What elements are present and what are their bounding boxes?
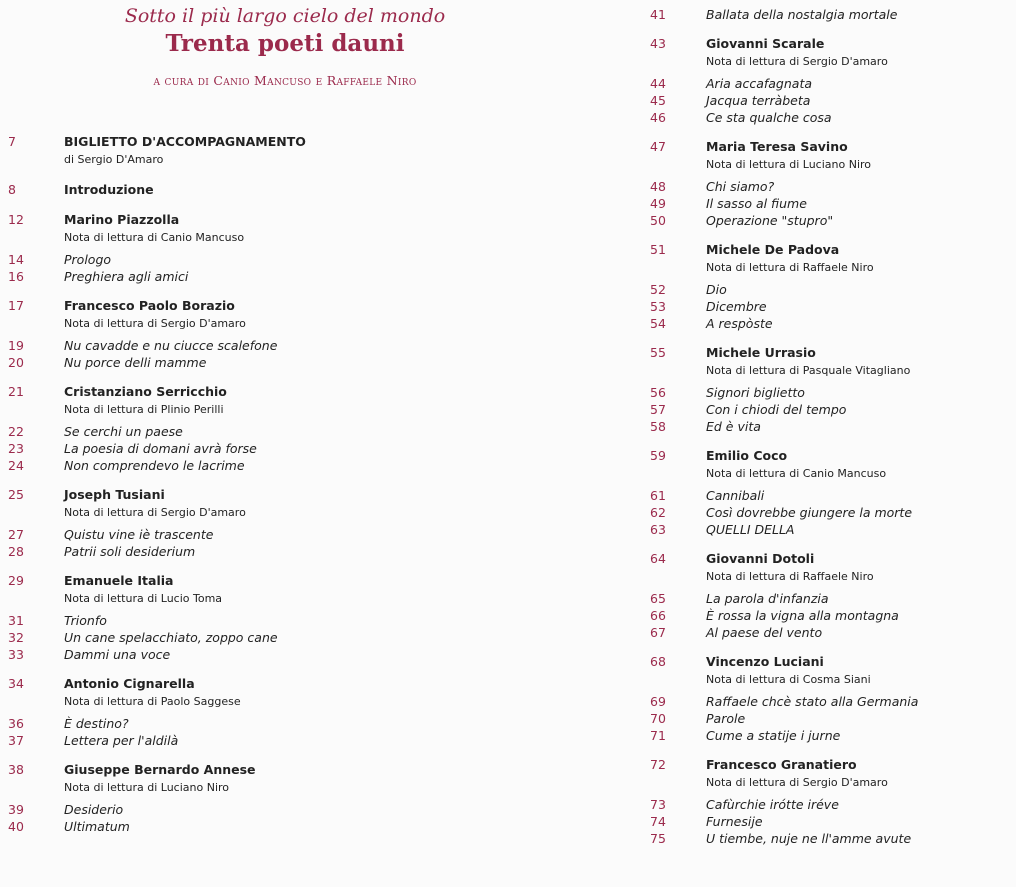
poem-line[interactable]: [0, 818, 560, 835]
poem-title: Operazione "stupro": [706, 213, 834, 228]
author-name: Emanuele Italia: [64, 573, 174, 588]
author-line[interactable]: [0, 211, 560, 229]
poem-title: Nu porce delli mamme: [64, 355, 207, 370]
page-number: 37: [8, 733, 24, 748]
page-number: 19: [8, 338, 24, 353]
reading-note-text: Nota di lettura di Canio Mancuso: [64, 231, 245, 244]
page-number: 56: [650, 385, 666, 400]
poem-title: È rossa la vigna alla montagna: [706, 608, 899, 623]
reading-note: [641, 774, 1016, 792]
author-name: Antonio Cignarella: [64, 676, 195, 691]
page-number: 50: [650, 213, 666, 228]
poem-title: Ce sta qualche cosa: [706, 110, 832, 125]
reading-note-text: Nota di lettura di Pasquale Vitagliano: [706, 364, 911, 377]
poem-line[interactable]: [641, 6, 1016, 23]
page-number: 31: [8, 613, 24, 628]
poem-title: Parole: [706, 711, 746, 726]
poem-title: Trionfo: [64, 613, 107, 628]
page-number: 70: [650, 711, 666, 726]
page-number: 48: [650, 179, 666, 194]
author-name: BIGLIETTO D'ACCOMPAGNAMENTO: [64, 134, 306, 149]
poem-title: Signori biglietto: [706, 385, 805, 400]
toc-entry: [641, 241, 1016, 332]
book-subtitle: Sotto il più largo cielo del mondo: [124, 5, 446, 27]
poem-title: U tiembe, nuje ne ll'amme avute: [706, 831, 912, 846]
poem-title: Non comprendevo le lacrime: [64, 458, 245, 473]
poem-line[interactable]: [641, 830, 1016, 847]
poem-title: A respòste: [706, 316, 773, 331]
author-name: Cristanziano Serricchio: [64, 384, 227, 399]
reading-note: [0, 401, 560, 419]
poem-title: Al paese del vento: [706, 625, 823, 640]
toc-entry: [0, 675, 560, 749]
author-line[interactable]: [641, 241, 1016, 259]
page-number: 25: [8, 487, 24, 502]
page-number: 17: [8, 298, 24, 313]
poem-line[interactable]: [641, 521, 1016, 538]
poem-line[interactable]: [641, 195, 1016, 212]
toc-entry: [641, 344, 1016, 435]
author-line[interactable]: [0, 675, 560, 693]
poem-line[interactable]: [0, 543, 560, 560]
page-number: 53: [650, 299, 666, 314]
poem-line[interactable]: [641, 796, 1016, 813]
poem-line[interactable]: [0, 646, 560, 663]
page-number: 21: [8, 384, 24, 399]
author-name: Giovanni Dotoli: [706, 551, 815, 566]
author-line[interactable]: [0, 572, 560, 590]
toc-entry: [641, 6, 1016, 23]
toc-entry: [0, 486, 560, 560]
poem-title: Raffaele chcè stato alla Germania: [706, 694, 919, 709]
reading-note: [641, 671, 1016, 689]
author-name: Francesco Paolo Borazio: [64, 298, 235, 313]
reading-note: [0, 590, 560, 608]
reading-note: [0, 229, 560, 247]
poem-line[interactable]: [641, 624, 1016, 641]
poem-line[interactable]: [0, 715, 560, 732]
reading-note: [641, 259, 1016, 277]
page-number: 57: [650, 402, 666, 417]
page-number: 68: [650, 654, 666, 669]
poem-line[interactable]: [641, 813, 1016, 830]
author-name: Emilio Coco: [706, 448, 788, 463]
page-number: 39: [8, 802, 24, 817]
poem-line[interactable]: [0, 732, 560, 749]
toc-entry: [0, 297, 560, 371]
poem-line[interactable]: [0, 526, 560, 543]
reading-note: [641, 568, 1016, 586]
page-number: 58: [650, 419, 666, 434]
poem-line[interactable]: [0, 251, 560, 268]
poem-title: Ed è vita: [706, 419, 761, 434]
page-number: 71: [650, 728, 666, 743]
page-number: 36: [8, 716, 24, 731]
page-number: 8: [8, 182, 16, 197]
page-number: 59: [650, 448, 666, 463]
toc-entry: [0, 181, 560, 199]
poem-line[interactable]: [641, 401, 1016, 418]
author-line[interactable]: [641, 653, 1016, 671]
page-number: 32: [8, 630, 24, 645]
reading-note-text: Nota di lettura di Plinio Perilli: [64, 403, 224, 416]
book-title: Trenta poeti dauni: [165, 30, 405, 57]
reading-note-text: Nota di lettura di Sergio D'amaro: [706, 776, 888, 789]
author-name: Michele Urrasio: [706, 345, 816, 360]
poem-title: Cume a statije i jurne: [706, 728, 841, 743]
poem-title: Chi siamo?: [706, 179, 775, 194]
toc-entry: [0, 133, 560, 169]
toc-entry: [0, 211, 560, 285]
page-number: 62: [650, 505, 666, 520]
poem-title: Cannibali: [706, 488, 765, 503]
reading-note-text: Nota di lettura di Paolo Saggese: [64, 695, 241, 708]
page-number: 67: [650, 625, 666, 640]
poem-title: È destino?: [64, 716, 129, 731]
reading-note-text: Nota di lettura di Raffaele Niro: [706, 570, 874, 583]
poem-title: Il sasso al fiume: [706, 196, 807, 211]
toc-entry: [0, 761, 560, 835]
poem-line[interactable]: [641, 298, 1016, 315]
toc-right-column: [641, 6, 1016, 859]
page-number: 38: [8, 762, 24, 777]
poem-title: Jacqua terràbeta: [706, 93, 811, 108]
reading-note-text: di Sergio D'Amaro: [64, 153, 164, 166]
poem-line[interactable]: [641, 75, 1016, 92]
poem-title: Quistu vine iè trascente: [64, 527, 214, 542]
poem-line[interactable]: [641, 178, 1016, 195]
page-number: 73: [650, 797, 666, 812]
author-name: Giovanni Scarale: [706, 36, 825, 51]
reading-note: [641, 156, 1016, 174]
author-line[interactable]: [641, 756, 1016, 774]
poem-line[interactable]: [0, 337, 560, 354]
poem-title: Preghiera agli amici: [64, 269, 189, 284]
poem-title: Dammi una voce: [64, 647, 171, 662]
toc-entry: [641, 138, 1016, 229]
page-number: 43: [650, 36, 666, 51]
page-number: 54: [650, 316, 666, 331]
poem-line[interactable]: [641, 487, 1016, 504]
poem-line[interactable]: [641, 281, 1016, 298]
poem-line[interactable]: [0, 629, 560, 646]
page-number: 61: [650, 488, 666, 503]
curators-line: a cura di Canio Mancuso e Raffaele Niro: [153, 73, 417, 88]
page-number: 34: [8, 676, 24, 691]
reading-note-text: Nota di lettura di Luciano Niro: [64, 781, 230, 794]
reading-note: [641, 465, 1016, 483]
poem-line[interactable]: [0, 612, 560, 629]
author-name: Michele De Padova: [706, 242, 840, 257]
page-number: 64: [650, 551, 666, 566]
poem-title: Così dovrebbe giungere la morte: [706, 505, 913, 520]
author-line[interactable]: [0, 761, 560, 779]
author-line[interactable]: [641, 447, 1016, 465]
poem-line[interactable]: [641, 384, 1016, 401]
poem-title: Desiderio: [64, 802, 124, 817]
poem-line[interactable]: [641, 590, 1016, 607]
author-name: Marino Piazzolla: [64, 212, 180, 227]
page-number: 46: [650, 110, 666, 125]
toc-entry: [641, 653, 1016, 744]
reading-note-text: Nota di lettura di Lucio Toma: [64, 592, 223, 605]
poem-line[interactable]: [641, 710, 1016, 727]
author-line[interactable]: [0, 297, 560, 315]
reading-note: [641, 53, 1016, 71]
page-number: 7: [8, 134, 16, 149]
author-line[interactable]: [0, 181, 560, 199]
toc-entry: [0, 572, 560, 663]
poem-line[interactable]: [641, 315, 1016, 332]
poem-line[interactable]: [0, 268, 560, 285]
page-number: 49: [650, 196, 666, 211]
poem-title: QUELLI DELLA: [706, 522, 795, 537]
poem-line[interactable]: [641, 727, 1016, 744]
page-number: 27: [8, 527, 24, 542]
page-number: 47: [650, 139, 666, 154]
poem-line[interactable]: [641, 109, 1016, 126]
poem-title: Un cane spelacchiato, zoppo cane: [64, 630, 278, 645]
toc-left-column: [0, 133, 560, 847]
author-line[interactable]: [0, 486, 560, 504]
page-number: 40: [8, 819, 24, 834]
poem-line[interactable]: [641, 504, 1016, 521]
author-line[interactable]: [641, 35, 1016, 53]
poem-title: Con i chiodi del tempo: [706, 402, 847, 417]
page-number: 52: [650, 282, 666, 297]
poem-title: Patrii soli desiderium: [64, 544, 196, 559]
poem-title: Furnesije: [706, 814, 763, 829]
reading-note: [0, 779, 560, 797]
author-line[interactable]: [0, 383, 560, 401]
poem-line[interactable]: [641, 212, 1016, 229]
page-number: 45: [650, 93, 666, 108]
poem-title: Prologo: [64, 252, 112, 267]
poem-line[interactable]: [0, 354, 560, 371]
author-name: Introduzione: [64, 182, 154, 197]
poem-title: Se cerchi un paese: [64, 424, 183, 439]
author-name: Maria Teresa Savino: [706, 139, 848, 154]
reading-note-text: Nota di lettura di Canio Mancuso: [706, 467, 887, 480]
toc-entry: [641, 550, 1016, 641]
toc-entry: [641, 756, 1016, 847]
page-number: 16: [8, 269, 24, 284]
page-number: 22: [8, 424, 24, 439]
page-number: 29: [8, 573, 24, 588]
reading-note: [641, 362, 1016, 380]
poem-line[interactable]: [0, 801, 560, 818]
page-number: 74: [650, 814, 666, 829]
poem-title: La parola d'infanzia: [706, 591, 829, 606]
poem-title: Dio: [706, 282, 727, 297]
page-number: 75: [650, 831, 666, 846]
reading-note-text: Nota di lettura di Raffaele Niro: [706, 261, 874, 274]
toc-entry: [0, 383, 560, 474]
poem-line[interactable]: [641, 693, 1016, 710]
page-number: 24: [8, 458, 24, 473]
page-number: 55: [650, 345, 666, 360]
author-line[interactable]: [641, 550, 1016, 568]
author-name: Joseph Tusiani: [64, 487, 165, 502]
author-name: Francesco Granatiero: [706, 757, 857, 772]
poem-title: La poesia di domani avrà forse: [64, 441, 257, 456]
reading-note-text: Nota di lettura di Sergio D'amaro: [706, 55, 888, 68]
poem-line[interactable]: [0, 423, 560, 440]
toc-entry: [641, 447, 1016, 538]
page-number: 63: [650, 522, 666, 537]
author-name: Vincenzo Luciani: [706, 654, 824, 669]
author-line[interactable]: [0, 133, 560, 151]
poem-line[interactable]: [641, 92, 1016, 109]
poem-title: Nu cavadde e nu ciucce scalefone: [64, 338, 278, 353]
reading-note-text: Nota di lettura di Sergio D'amaro: [64, 317, 246, 330]
page-number: 14: [8, 252, 24, 267]
poem-line[interactable]: [641, 418, 1016, 435]
reading-note: [0, 504, 560, 522]
page-number: 41: [650, 7, 666, 22]
reading-note-text: Nota di lettura di Cosma Siani: [706, 673, 871, 686]
reading-note: [0, 693, 560, 711]
poem-title: Ballata della nostalgia mortale: [706, 7, 898, 22]
poem-line[interactable]: [0, 457, 560, 474]
page-number: 65: [650, 591, 666, 606]
reading-note: [0, 315, 560, 333]
author-line[interactable]: [641, 138, 1016, 156]
page-number: 69: [650, 694, 666, 709]
poem-title: Ultimatum: [64, 819, 130, 834]
page-number: 12: [8, 212, 24, 227]
page-number: 23: [8, 441, 24, 456]
page-number: 33: [8, 647, 24, 662]
author-line[interactable]: [641, 344, 1016, 362]
reading-note-text: Nota di lettura di Sergio D'amaro: [64, 506, 246, 519]
page-number: 51: [650, 242, 666, 257]
poem-line[interactable]: [0, 440, 560, 457]
page-number: 66: [650, 608, 666, 623]
poem-title: Aria accafagnata: [706, 76, 812, 91]
poem-title: Dicembre: [706, 299, 767, 314]
page-number: 20: [8, 355, 24, 370]
author-name: Giuseppe Bernardo Annese: [64, 762, 256, 777]
poem-title: Lettera per l'aldilà: [64, 733, 179, 748]
reading-note: [0, 151, 560, 169]
page-number: 28: [8, 544, 24, 559]
poem-line[interactable]: [641, 607, 1016, 624]
page-number: 44: [650, 76, 666, 91]
poem-title: Cafùrchie irótte iréve: [706, 797, 839, 812]
reading-note-text: Nota di lettura di Luciano Niro: [706, 158, 872, 171]
toc-entry: [641, 35, 1016, 126]
page-number: 72: [650, 757, 666, 772]
